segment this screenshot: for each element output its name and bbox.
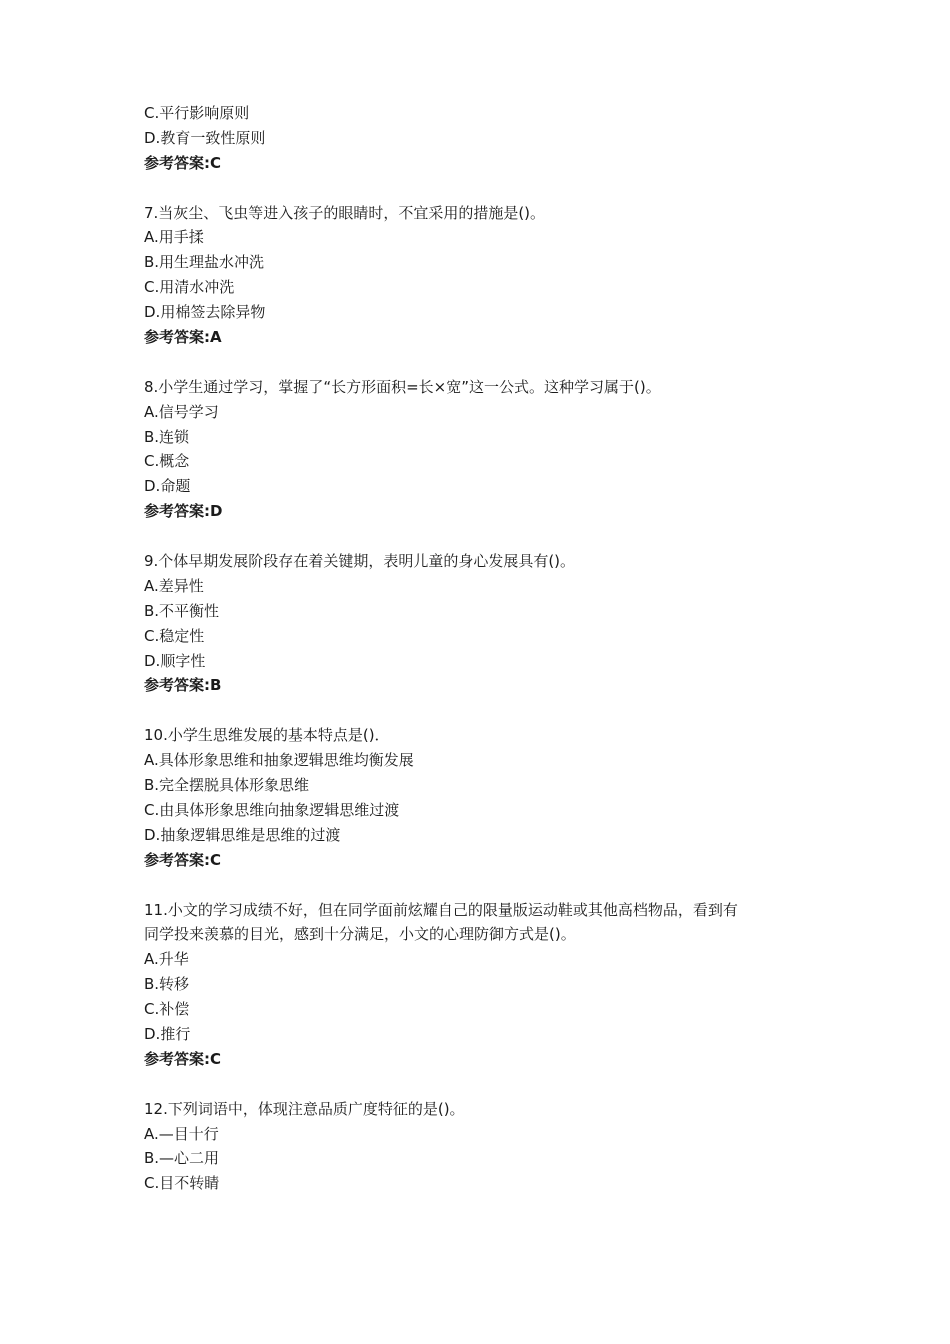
- option-a: A.具体形象思维和抽象逻辑思维均衡发展: [144, 751, 414, 770]
- option-a: A.—目十行: [144, 1124, 219, 1143]
- option-c: C.概念: [144, 452, 190, 471]
- answer-label: 参考答案:D: [144, 502, 223, 521]
- spacer: [144, 176, 824, 201]
- answer-label: 参考答案:A: [144, 328, 222, 347]
- question-block: [144, 723, 824, 872]
- option-a: A.差异性: [144, 576, 204, 595]
- option-b: B.转移: [144, 975, 190, 994]
- option-c: C.平行影响原则: [144, 104, 250, 122]
- option-a: A.升华: [144, 950, 189, 969]
- option-b: B.用生理盐水冲洗: [144, 253, 265, 272]
- option-c: C.稳定性: [144, 626, 205, 645]
- option-d: D.抽象逻辑思维是思维的过渡: [144, 825, 341, 844]
- answer-label: 参考答案:B: [144, 676, 222, 695]
- question-block: [144, 201, 824, 350]
- spacer: [144, 698, 824, 723]
- option-d: D.命题: [144, 477, 191, 496]
- answer-label: 参考答案:C: [144, 1049, 222, 1068]
- spacer: [144, 1072, 824, 1097]
- answer-label: 参考答案:C: [144, 153, 222, 172]
- option-c: C.由具体形象思维向抽象逻辑思维过渡: [144, 800, 400, 819]
- document-content: [144, 101, 824, 1196]
- question-stem: 7.当灰尘、飞虫等进入孩子的眼睛时，不宜采用的措施是()。: [144, 203, 546, 222]
- option-a: A.用手揉: [144, 228, 204, 247]
- option-b: B.不平衡性: [144, 601, 220, 620]
- option-a: A.信号学习: [144, 402, 219, 421]
- question-block: [144, 549, 824, 698]
- question-block: [144, 375, 824, 524]
- option-d: D.顺字性: [144, 651, 206, 670]
- question-stem: 8.小学生通过学习，掌握了“长方形面积=长×宽”这一公式。这种学习属于()。: [144, 377, 661, 396]
- question-stem-line-2: 同学投来羡慕的目光，感到十分满足，小文的心理防御方式是()。: [144, 925, 576, 944]
- question-stem-line-1: 11.小文的学习成绩不好，但在同学面前炫耀自己的限量版运动鞋或其他高档物品，看到有: [144, 900, 738, 919]
- question-block: [144, 1097, 824, 1197]
- option-c: C.用清水冲洗: [144, 278, 235, 297]
- option-c: C.目不转睛: [144, 1174, 220, 1193]
- question-stem: 9.个体早期发展阶段存在着关键期，表明儿童的身心发展具有()。: [144, 552, 576, 571]
- spacer: [144, 873, 824, 898]
- question-stem: 10.小学生思维发展的基本特点是()．: [144, 726, 390, 745]
- spacer: [144, 350, 824, 375]
- question-stem: 12.下列词语中，体现注意品质广度特征的是()。: [144, 1099, 465, 1118]
- option-b: B.连锁: [144, 427, 190, 446]
- option-d: D.推行: [144, 1024, 191, 1043]
- question-block: [144, 898, 824, 1072]
- option-c: C.补偿: [144, 1000, 190, 1019]
- answer-label: 参考答案:C: [144, 850, 222, 869]
- option-d: D.教育一致性原则: [144, 128, 266, 147]
- option-d: D.用棉签去除异物: [144, 303, 266, 322]
- option-b: B.完全摆脱具体形象思维: [144, 776, 310, 795]
- option-b: B.—心二用: [144, 1149, 220, 1168]
- spacer: [144, 524, 824, 549]
